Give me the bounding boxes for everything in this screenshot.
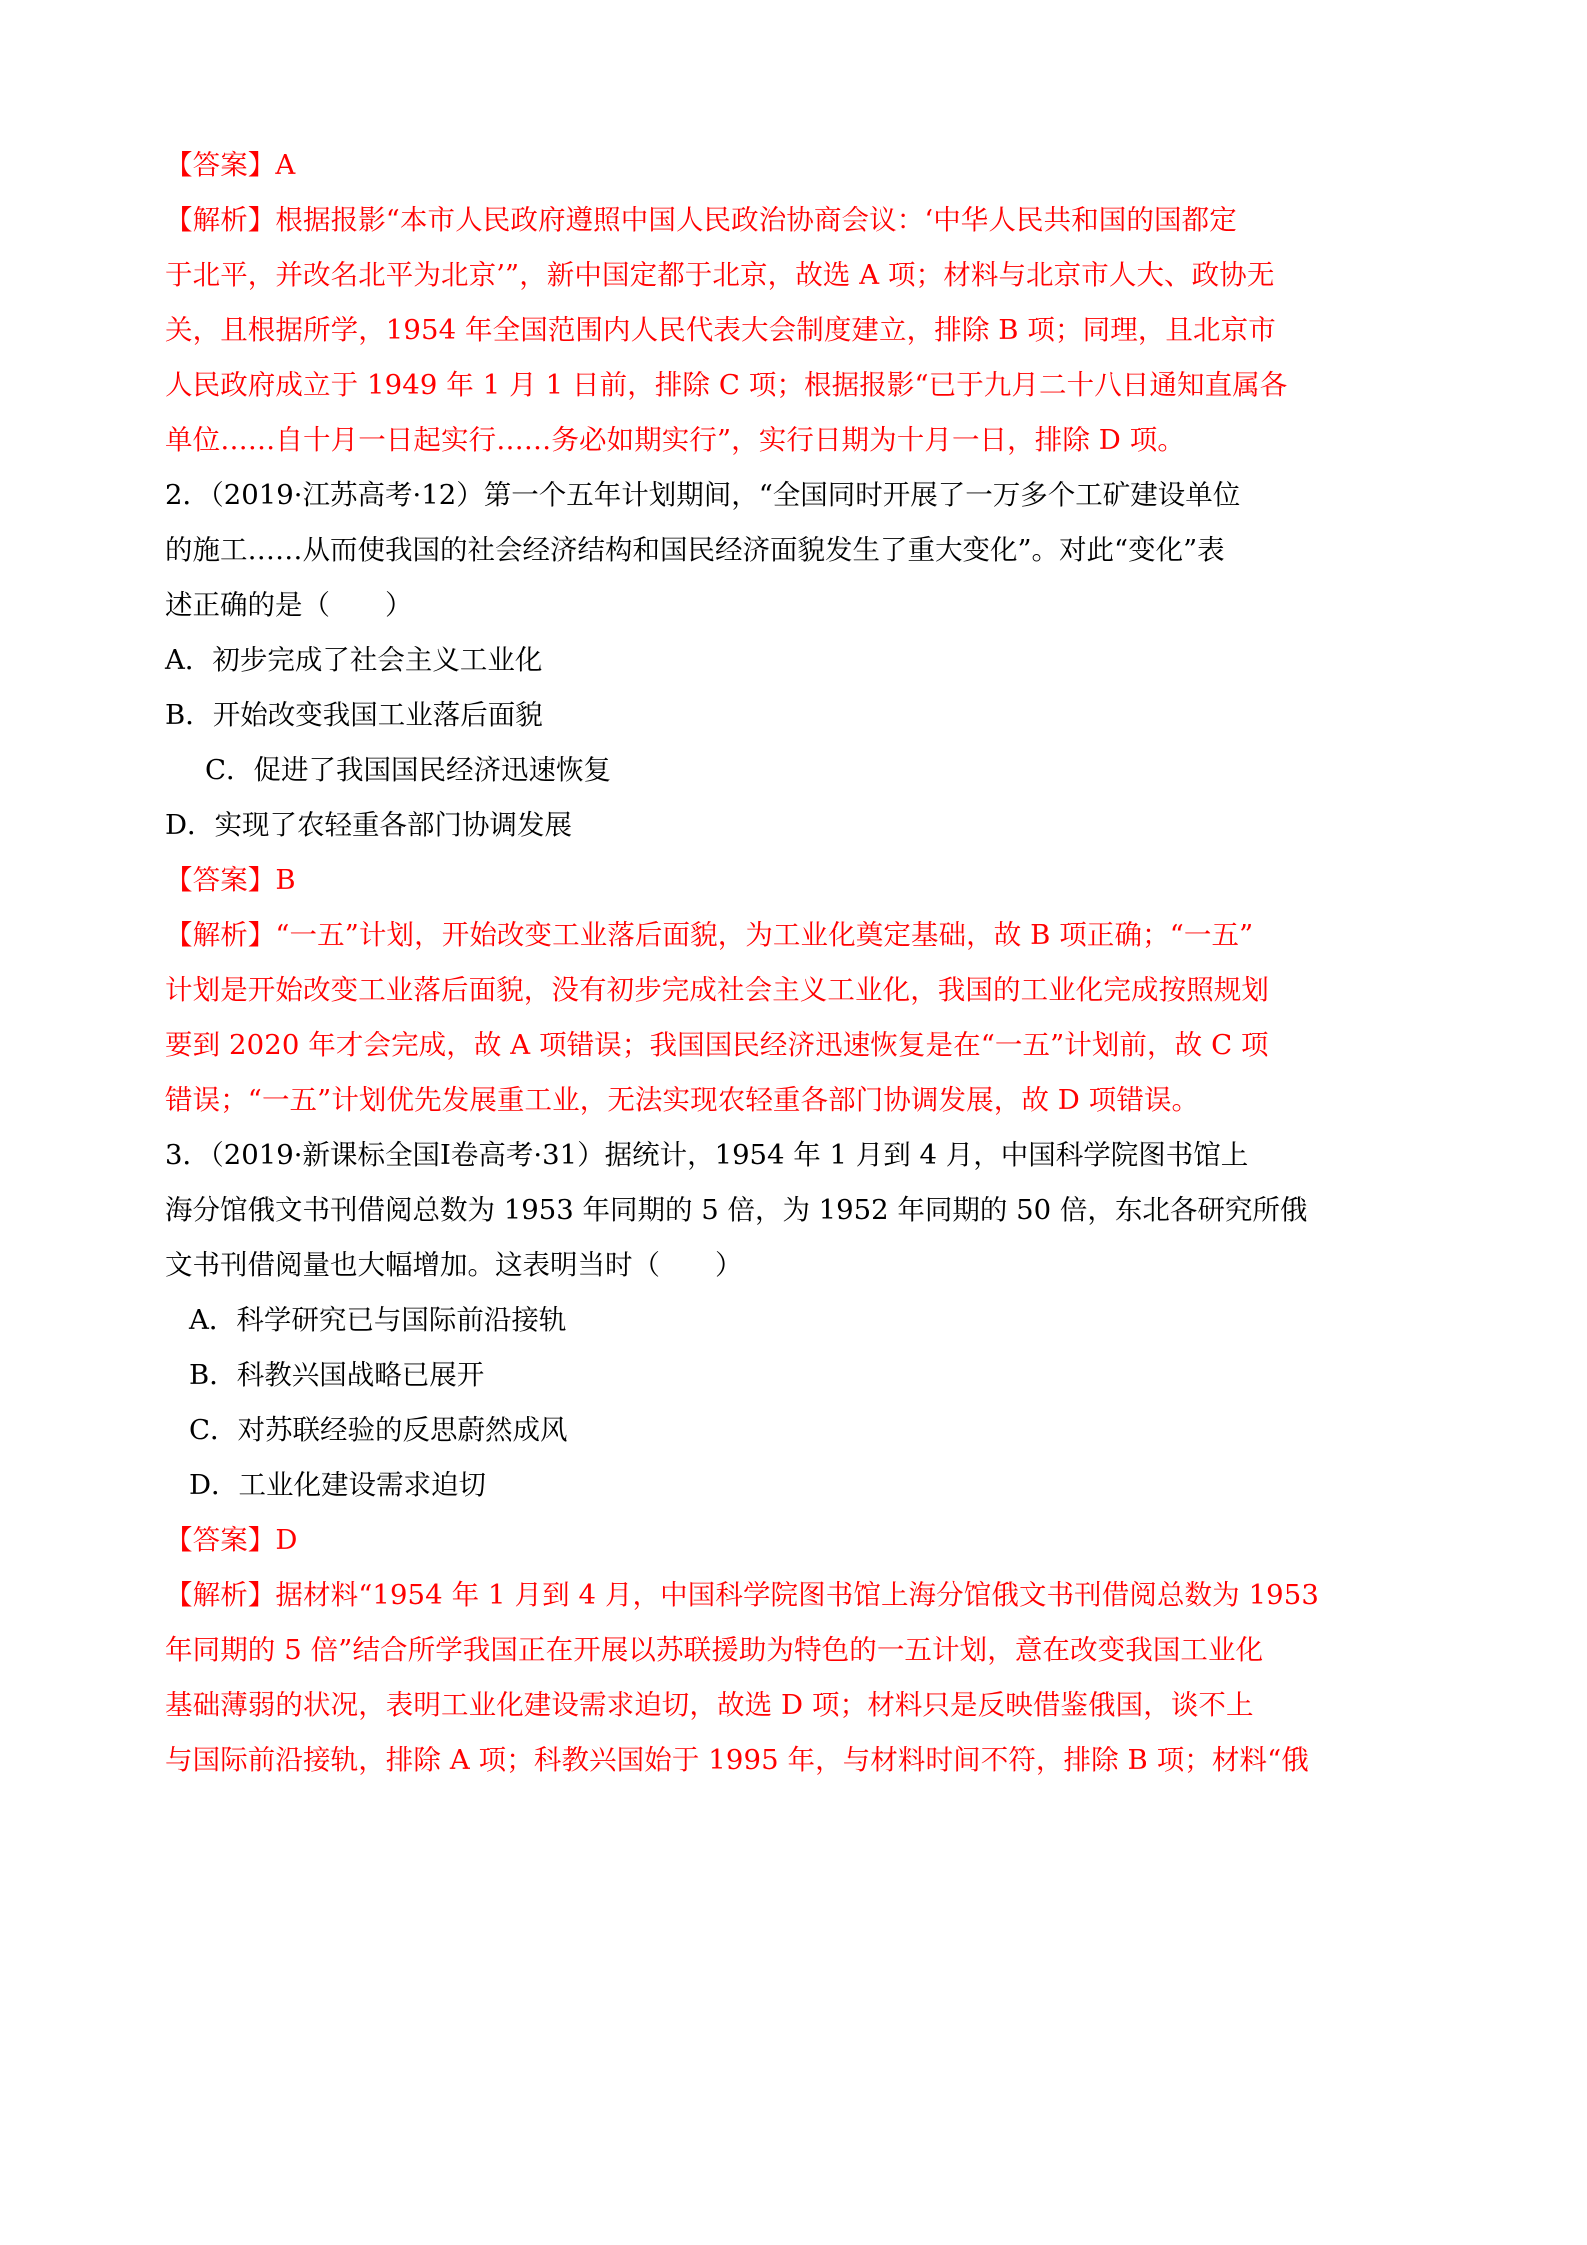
option-item-b[interactable]: B．科教兴国战略已展开 (189, 1359, 485, 1391)
analysis-line: 【解析】“一五”计划，开始改变工业落后面貌，为工业化奠定基础，故 B 项正确；“一五” (165, 919, 1254, 951)
analysis-line: 【解析】根据报影“本市人民政府遵照中国人民政治协商会议：‘中华人民共和国的国都定 (165, 204, 1237, 236)
question-2-answer-block (165, 853, 1422, 908)
question-stem-line: 的施工……从而使我国的社会经济结构和国民经济面貌发生了重大变化”。对此“变化”表 (165, 534, 1225, 566)
question-stem-line: 3．（2019·新课标全国Ⅰ卷高考·31）据统计，1954 年 1 月到 4 月，中国科学院图书馆上 (165, 1139, 1249, 1171)
question-stem-line: 2．（2019·江苏高考·12）第一个五年计划期间，“全国同时开展了一万多个工矿建设单位 (165, 479, 1241, 511)
analysis-line: 人民政府成立于 1949 年 1 月 1 日前，排除 C 项；根据报影“已于九月二十八日通知直属各 (165, 369, 1288, 401)
option-item-a[interactable]: A．科学研究已与国际前沿接轨 (189, 1304, 567, 1336)
question-3-stem-block (165, 1128, 1422, 1293)
question-2-analysis-block (165, 908, 1422, 1128)
analysis-line: 【解析】据材料“1954 年 1 月到 4 月，中国科学院图书馆上海分馆俄文书刊借阅总数为 1953 (165, 1579, 1319, 1611)
answer-line: 【答案】B (165, 864, 296, 896)
question-1-analysis-block (165, 193, 1422, 468)
question-3-analysis-block (165, 1568, 1422, 1788)
option-item-c[interactable]: C．对苏联经验的反思蔚然成风 (189, 1414, 568, 1446)
analysis-line: 单位……自十月一日起实行……务必如期实行”，实行日期为十月一日，排除 D 项。 (165, 424, 1185, 456)
option-item-a[interactable]: A．初步完成了社会主义工业化 (165, 644, 543, 676)
analysis-line: 要到 2020 年才会完成，故 A 项错误；我国国民经济迅速恢复是在“一五”计划前，故 C 项 (165, 1029, 1269, 1061)
question-3-options-block (165, 1293, 1422, 1513)
question-stem-line: 海分馆俄文书刊借阅总数为 1953 年同期的 5 倍，为 1952 年同期的 50 倍，东北各研究所俄 (165, 1194, 1308, 1226)
question-stem-line: 述正确的是（ ） (165, 589, 413, 621)
answer-line: 【答案】A (165, 149, 296, 181)
question-1-answer-block (165, 138, 1422, 193)
analysis-line: 计划是开始改变工业落后面貌，没有初步完成社会主义工业化，我国的工业化完成按照规划 (165, 974, 1269, 1006)
analysis-line: 基础薄弱的状况，表明工业化建设需求迫切，故选 D 项；材料只是反映借鉴俄国，谈不上 (165, 1689, 1254, 1721)
option-item-d[interactable]: D．实现了农轻重各部门协调发展 (165, 809, 573, 841)
question-3-answer-block (165, 1513, 1422, 1568)
analysis-line: 于北平，并改名北平为北京’”，新中国定都于北京，故选 A 项；材料与北京市人大、政协无 (165, 259, 1275, 291)
option-item-b[interactable]: B．开始改变我国工业落后面貌 (165, 699, 543, 731)
analysis-line: 错误；“一五”计划优先发展重工业，无法实现农轻重各部门协调发展，故 D 项错误。 (165, 1084, 1200, 1116)
analysis-line: 与国际前沿接轨，排除 A 项；科教兴国始于 1995 年，与材料时间不符，排除 B 项；材料“俄 (165, 1744, 1309, 1776)
answer-line: 【答案】D (165, 1524, 298, 1556)
question-2-options-block (165, 633, 1422, 853)
analysis-line: 年同期的 5 倍”结合所学我国正在开展以苏联援助为特色的一五计划，意在改变我国工业化 (165, 1634, 1264, 1666)
option-item-c[interactable]: C．促进了我国国民经济迅速恢复 (205, 754, 612, 786)
analysis-line: 关，且根据所学，1954 年全国范围内人民代表大会制度建立，排除 B 项；同理，且北京市 (165, 314, 1276, 346)
question-2-stem-block (165, 468, 1422, 633)
option-item-d[interactable]: D．工业化建设需求迫切 (189, 1469, 487, 1501)
question-stem-line: 文书刊借阅量也大幅增加。这表明当时（ ） (165, 1249, 743, 1281)
